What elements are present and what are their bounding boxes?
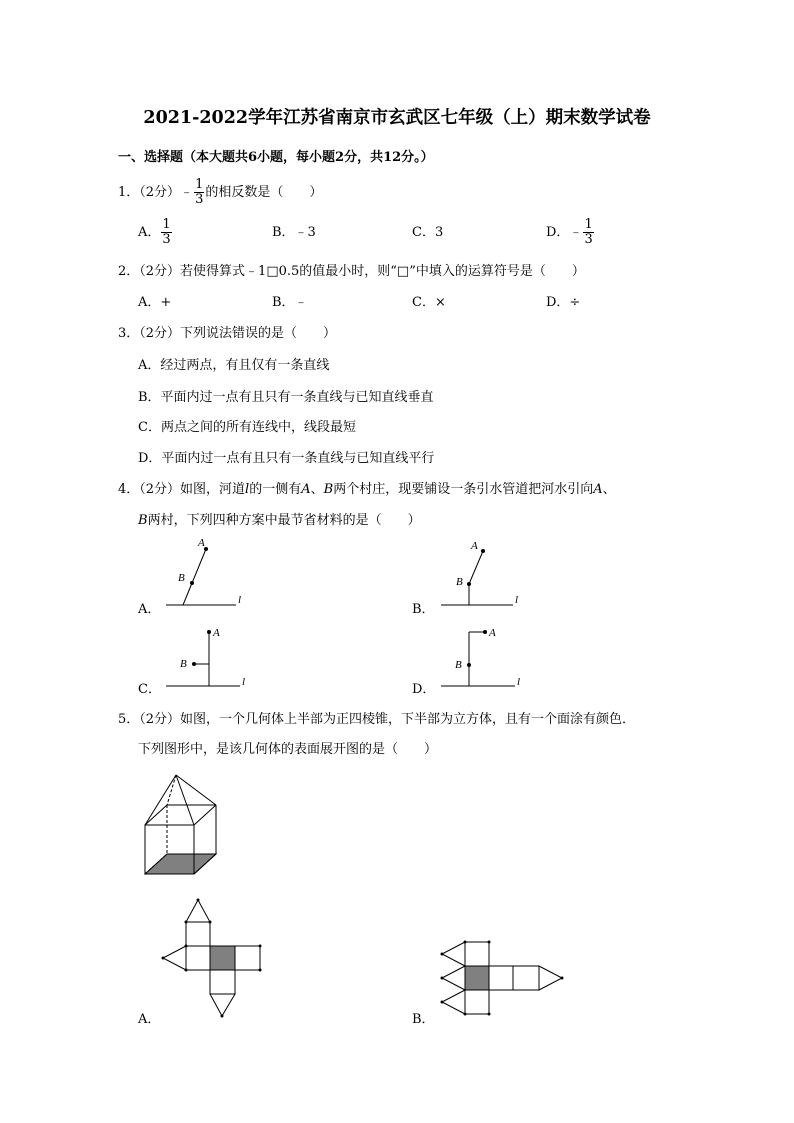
q1-option-a-denominator: 3 — [162, 232, 171, 247]
q2-option-a: A．+ — [138, 295, 172, 310]
q4-village-a: A — [301, 482, 311, 497]
q1-minus: ﹣ — [180, 185, 194, 200]
q4-text-3: 、 — [310, 482, 324, 497]
point-b — [467, 582, 471, 586]
q4-text-5: 、 — [602, 482, 616, 497]
section-heading: 一、选择题（本大题共6小题，每小题2分，共12分。） — [118, 150, 434, 165]
point-a — [483, 630, 487, 634]
q4-village-b: B — [323, 482, 334, 497]
q5-solid-figure — [145, 775, 216, 874]
label-l: l — [517, 676, 521, 688]
q4-option-a-label: A． — [138, 602, 161, 617]
q1-frac-numerator: 1 — [195, 177, 204, 192]
q4-text-4: 两个村庄，现要铺设一条引水管道把河水引向 — [333, 482, 594, 497]
q1-tail: 的相反数是（ ） — [205, 185, 323, 200]
label-a: A — [198, 537, 205, 549]
point-a — [481, 549, 485, 553]
q4-figure-c — [166, 627, 245, 688]
label-a: A — [213, 627, 220, 639]
q4-option-c-label: C． — [138, 682, 161, 697]
q1-option-d-label: D．﹣ — [546, 225, 583, 240]
q3-option-d: D．平面内过一点有且只有一条直线与已知直线平行 — [138, 451, 435, 466]
q4-village-b-2: B — [138, 513, 148, 528]
point-a — [207, 630, 211, 634]
label-a: A — [489, 627, 496, 639]
q1-option-d-numerator: 1 — [584, 217, 593, 232]
q1-frac-denominator: 3 — [195, 192, 204, 207]
q4-text-1: 4．（2分）如图，河道 — [118, 482, 246, 497]
q3-option-b: B．平面内过一点有且只有一条直线与已知直线垂直 — [138, 390, 434, 405]
label-l: l — [238, 594, 242, 606]
q5-option-a-label: A． — [138, 1012, 161, 1027]
q4-figure-a — [166, 537, 241, 606]
q1-score: （2分） — [139, 185, 181, 200]
q4-figure-d — [441, 627, 520, 688]
q3-option-a: A．经过两点，有且仅有一条直线 — [138, 358, 330, 373]
q2-option-c: C．× — [412, 295, 446, 310]
q2-option-d: D．÷ — [546, 295, 581, 310]
q4-river-l: l — [245, 482, 250, 497]
q2-option-b: B．﹣ — [272, 295, 308, 310]
q1-option-a-label: A． — [138, 225, 161, 240]
question-3-stem: 3．（2分）下列说法错误的是（ ） — [118, 326, 337, 341]
label-b: B — [455, 659, 462, 671]
q4-text-2: 的一侧有 — [249, 482, 302, 497]
shaded-face — [210, 946, 235, 970]
q4-village-a-2: A — [593, 482, 603, 497]
label-b: B — [180, 658, 187, 670]
q4-figure-b — [441, 540, 518, 606]
shaded-face — [465, 966, 489, 990]
label-a: A — [471, 540, 478, 552]
label-b: B — [456, 576, 463, 588]
q4-option-d-label: D． — [412, 682, 436, 697]
q3-option-c: C．两点之间的所有连线中，线段最短 — [138, 420, 356, 435]
q1-option-d-denominator: 3 — [584, 232, 593, 247]
question-5-stem-line1: 5．（2分）如图，一个几何体上半部为正四棱锥，下半部为立方体，且有一个面涂有颜色． — [118, 712, 636, 727]
point-b — [467, 663, 471, 667]
label-b: B — [178, 572, 185, 584]
q1-option-a-numerator: 1 — [162, 217, 171, 232]
page-title: 2021-2022学年江苏省南京市玄武区七年级（上）期末数学试卷 — [143, 108, 651, 128]
q1-option-c: C．3 — [412, 225, 444, 240]
point-b — [190, 581, 194, 585]
q5-option-b-label: B． — [412, 1012, 435, 1027]
q1-option-b: B．﹣3 — [272, 225, 316, 240]
q1-number: 1． — [118, 185, 140, 200]
point-b — [192, 662, 196, 666]
label-l: l — [515, 594, 519, 606]
q5-net-b-points — [441, 941, 564, 1016]
q4-option-b-label: B． — [412, 602, 435, 617]
question-2-stem: 2．（2分）若使得算式﹣1□0.5的值最小时，则“□”中填入的运算符号是（ ） — [118, 264, 585, 279]
q4-text-6: 两村，下列四种方案中最节省材料的是（ ） — [147, 513, 421, 528]
q5-net-a — [163, 900, 260, 1016]
question-5-stem-line2: 下列图形中，是该几何体的表面展开图的是（ ） — [138, 742, 438, 757]
q5-net-b — [442, 942, 562, 1014]
label-l: l — [242, 676, 246, 688]
